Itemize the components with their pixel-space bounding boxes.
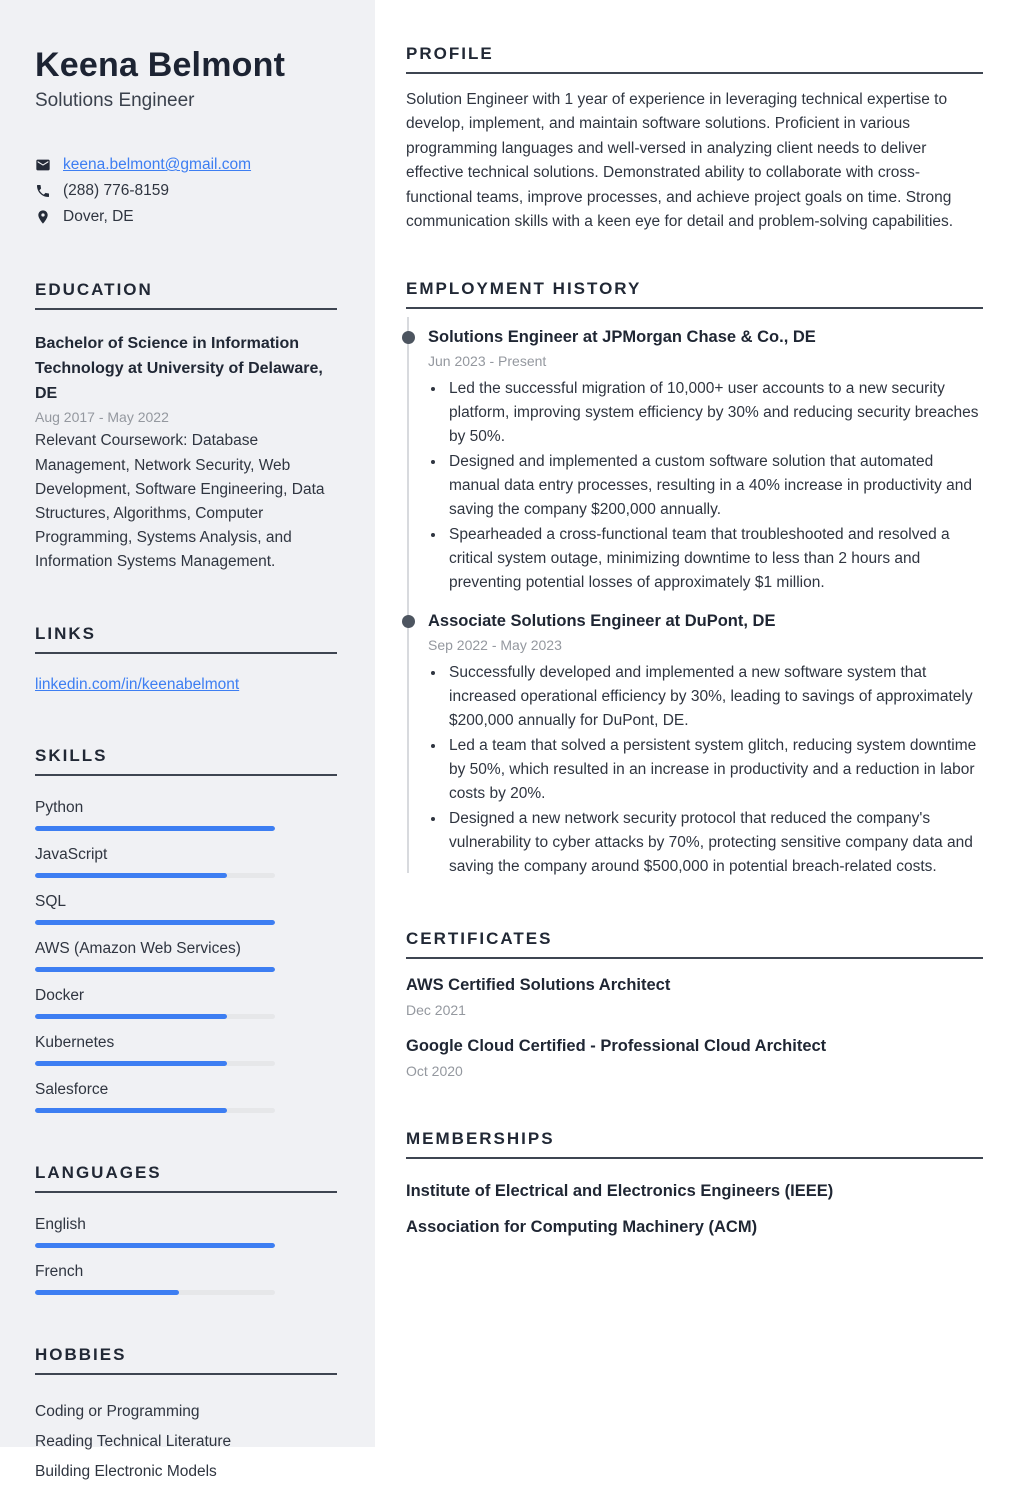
education-heading: EDUCATION: [35, 280, 337, 310]
skill-bar-track: [35, 920, 275, 925]
job-title: Solutions Engineer at JPMorgan Chase & Co., DE: [428, 327, 816, 346]
certificate-item: [406, 973, 983, 1018]
language-name: English: [35, 1215, 86, 1233]
skill-bar-track: [35, 967, 275, 972]
skill-bar-fill: [35, 873, 227, 878]
skill-bar-track: [35, 1014, 275, 1019]
skill-item: [35, 892, 337, 925]
language-bar-fill: [35, 1290, 179, 1295]
languages-heading: LANGUAGES: [35, 1163, 337, 1193]
skills-list: [35, 798, 337, 1113]
employment-heading: EMPLOYMENT HISTORY: [406, 279, 983, 309]
skills-heading: SKILLS: [35, 746, 337, 776]
main-column: [375, 0, 1024, 1447]
memberships-section: [406, 1129, 983, 1245]
person-name: Keena Belmont: [35, 46, 286, 84]
links-list: [35, 676, 337, 694]
contact-block: [35, 152, 337, 230]
email-icon: [35, 157, 51, 173]
languages-list: [35, 1215, 337, 1295]
contact-email-row: [35, 152, 337, 178]
skill-name: AWS (Amazon Web Services): [35, 939, 241, 957]
links-heading: LINKS: [35, 624, 337, 654]
location-icon: [35, 209, 51, 225]
language-name: French: [35, 1262, 84, 1280]
phone-icon: [35, 183, 51, 199]
language-bar-track: [35, 1243, 275, 1248]
certificate-date: Oct 2020: [406, 1062, 463, 1079]
skill-item: [35, 986, 337, 1019]
hobbies-heading: HOBBIES: [35, 1345, 337, 1375]
location-text: Dover, DE: [63, 208, 134, 226]
education-date: Aug 2017 - May 2022: [35, 409, 169, 426]
job-bullet: • Successfully developed and implemented a new software system that increased operational efficiency by 30%, leading to savings of approximately $200,000 annually for DuPont, DE.: [446, 661, 983, 733]
certificate-item: [406, 1034, 983, 1079]
job-bullet: • Spearheaded a cross-functional team that troubleshooted and resolved a critical system outage, minimizing downtime to less than 2 hours and preventing potential losses of approximately $1 million.: [446, 523, 983, 595]
skill-item: [35, 939, 337, 972]
profile-text: Solution Engineer with 1 year of experience in leveraging technical expertise to develop, implement, and maintain software solutions. Proficient in various programming languages and well-versed in analyzing client needs to deliver effective technical solutions. Demonstrated ability to collaborate with cross-functional teams, improve processes, and achieve project goals on time. Strong communication skills with a keen eye for detail and problem-solving capabilities.: [406, 91, 954, 231]
certificates-section: [406, 929, 983, 1079]
job-bullet: • Designed and implemented a custom software solution that automated manual data entry processes, resulting in a 40% increase in productivity and saving the company $200,000 annually.: [446, 450, 983, 522]
language-item: [35, 1215, 337, 1248]
job-date: Jun 2023 - Present: [428, 352, 547, 369]
email-link[interactable]: keena.belmont@gmail.com: [63, 156, 252, 174]
skill-item: [35, 1080, 337, 1113]
skill-name: Kubernetes: [35, 1033, 115, 1051]
hobbies-section: [35, 1345, 337, 1487]
job-bullet: • Designed a new network security protocol that reduced the company's vulnerability to cyber attacks by 70%, protecting sensitive company data and saving the company around $500,000 in potential breach-related costs.: [446, 807, 983, 879]
education-item: [35, 332, 337, 573]
memberships-heading: MEMBERSHIPS: [406, 1129, 983, 1159]
membership-item: Institute of Electrical and Electronics Engineers (IEEE): [406, 1181, 834, 1200]
hobby-item: Reading Technical Literature: [35, 1432, 232, 1450]
phone-number: (288) 776-8159: [63, 182, 169, 200]
education-description: Relevant Coursework: Database Management, Network Security, Web Development, Software Engineering, Data Structures, Algorithms, Computer Programming, Systems Analysis, and Information Systems Management.: [35, 432, 325, 570]
job-bullet: • Led the successful migration of 10,000+ user accounts to a new security platform, improving system efficiency by 30% and reducing security breaches by 50%.: [446, 377, 983, 449]
certificate-title: AWS Certified Solutions Architect: [406, 975, 671, 994]
skill-bar-track: [35, 1061, 275, 1066]
hobby-item: Building Electronic Models: [35, 1462, 217, 1480]
skill-name: SQL: [35, 892, 67, 910]
hobby-item: Coding or Programming: [35, 1402, 200, 1420]
job-bullet-list: [428, 377, 983, 595]
employment-section: [406, 279, 983, 879]
job-entry: [406, 325, 983, 595]
education-list: [35, 332, 337, 573]
hobbies-list: [35, 1397, 337, 1487]
job-title: Associate Solutions Engineer at DuPont, DE: [428, 611, 776, 630]
education-degree: Bachelor of Science in Information Technology at University of Delaware, DE: [35, 335, 323, 402]
skill-bar-fill: [35, 967, 275, 972]
certificates-heading: CERTIFICATES: [406, 929, 983, 959]
certificates-list: [406, 973, 983, 1079]
skill-bar-fill: [35, 826, 275, 831]
skill-bar-track: [35, 826, 275, 831]
links-section: [35, 624, 337, 694]
profile-heading: PROFILE: [406, 44, 983, 74]
job-entry: [406, 609, 983, 879]
skill-bar-fill: [35, 920, 275, 925]
language-item: [35, 1262, 337, 1295]
timeline-dot-icon: [402, 615, 415, 628]
skill-name: Python: [35, 798, 84, 816]
job-bullet-list: [428, 661, 983, 879]
membership-item: Association for Computing Machinery (ACM): [406, 1217, 758, 1236]
job-date: Sep 2022 - May 2023: [428, 636, 562, 653]
skill-name: Docker: [35, 986, 85, 1004]
skill-item: [35, 845, 337, 878]
skill-name: Salesforce: [35, 1080, 109, 1098]
skill-name: JavaScript: [35, 845, 108, 863]
person-job-title: Solutions Engineer: [35, 90, 195, 112]
linkedin-link[interactable]: linkedin.com/in/keenabelmont: [35, 675, 240, 693]
timeline-dot-icon: [402, 331, 415, 344]
job-bullet: • Led a team that solved a persistent system glitch, reducing system downtime by 50%, which resulted in an increase in productivity and a reduction in labor costs by 20%.: [446, 734, 983, 806]
skill-bar-track: [35, 1108, 275, 1113]
language-bar-fill: [35, 1243, 275, 1248]
contact-location-row: [35, 204, 337, 230]
contact-phone-row: [35, 178, 337, 204]
profile-section: [406, 44, 983, 235]
education-section: [35, 280, 337, 573]
certificate-title: Google Cloud Certified - Professional Cloud Architect: [406, 1036, 827, 1055]
skill-bar-fill: [35, 1061, 227, 1066]
skill-item: [35, 798, 337, 831]
sidebar: [0, 0, 375, 1480]
skill-bar-track: [35, 873, 275, 878]
skill-bar-fill: [35, 1014, 227, 1019]
memberships-list: [406, 1173, 983, 1245]
employment-timeline: [406, 325, 983, 879]
language-bar-track: [35, 1290, 275, 1295]
certificate-date: Dec 2021: [406, 1001, 466, 1018]
skill-item: [35, 1033, 337, 1066]
languages-section: [35, 1163, 337, 1295]
skill-bar-fill: [35, 1108, 227, 1113]
skills-section: [35, 746, 337, 1113]
